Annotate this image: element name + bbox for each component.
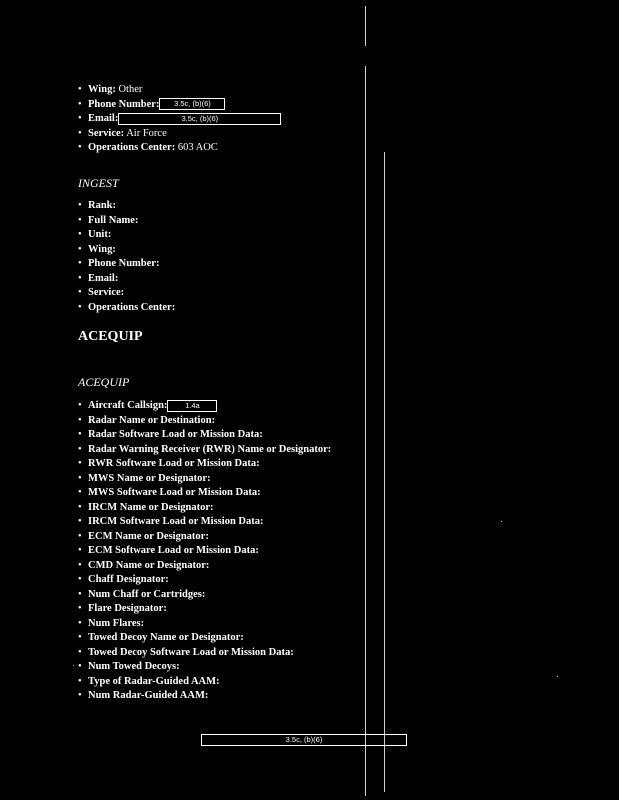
list-item: • Rank:	[78, 199, 175, 214]
section-title-ingest: INGEST	[78, 176, 119, 190]
list-item: • Operations Center: 603 AOC	[78, 141, 281, 156]
list-item: • Aircraft Callsign: 1.4a	[78, 399, 331, 414]
scan-line	[365, 6, 366, 46]
list-item: • Num Chaff or Cartridges:	[78, 588, 331, 603]
list-item: • Service:	[78, 286, 175, 301]
scan-speck	[557, 676, 558, 677]
list-item: • CMD Name or Designator:	[78, 559, 331, 574]
acequip-list	[78, 399, 331, 704]
list-item: • Towed Decoy Software Load or Mission Data:	[78, 646, 331, 661]
redaction-box: 1.4a	[167, 400, 217, 412]
list-item: • Flare Designator:	[78, 602, 331, 617]
list-item: • ECM Software Load or Mission Data:	[78, 544, 331, 559]
list-item: • Unit:	[78, 228, 175, 243]
section-title-acequip: ACEQUIP	[78, 375, 130, 389]
scan-line	[384, 152, 385, 792]
list-item: • Operations Center:	[78, 301, 175, 316]
scan-line	[365, 66, 366, 796]
list-item: • Radar Warning Receiver (RWR) Name or Designator:	[78, 443, 331, 458]
list-item: • IRCM Software Load or Mission Data:	[78, 515, 331, 530]
contact-list	[78, 83, 281, 156]
list-item: • Towed Decoy Name or Designator:	[78, 631, 331, 646]
list-item: • Chaff Designator:	[78, 573, 331, 588]
list-item: • Email:	[78, 272, 175, 287]
list-item: • MWS Name or Designator:	[78, 472, 331, 487]
list-item: • Wing: Other	[78, 83, 281, 98]
page-heading: ACEQUIP	[78, 329, 143, 344]
list-item: • MWS Software Load or Mission Data:	[78, 486, 331, 501]
list-item: • Num Towed Decoys:	[78, 660, 331, 675]
list-item: • Phone Number:	[78, 257, 175, 272]
list-item: • IRCM Name or Designator:	[78, 501, 331, 516]
list-item: • Email: 3.5c, (b)(6)	[78, 112, 281, 127]
scan-speck	[501, 521, 502, 522]
list-item: • RWR Software Load or Mission Data:	[78, 457, 331, 472]
list-item: • Num Radar-Guided AAM:	[78, 689, 331, 704]
list-item: • ECM Name or Designator:	[78, 530, 331, 545]
ingest-list	[78, 199, 175, 315]
list-item: • Wing:	[78, 243, 175, 258]
scan-speck	[73, 665, 74, 666]
redaction-box: 3.5c, (b)(6)	[118, 113, 281, 125]
redaction-box: 3.5c, (b)(6)	[159, 98, 225, 110]
list-item: • Num Flares:	[78, 617, 331, 632]
list-item: • Type of Radar-Guided AAM:	[78, 675, 331, 690]
list-item: • Radar Name or Destination:	[78, 414, 331, 429]
footer-redaction-box: 3.5c, (b)(6)	[201, 734, 407, 746]
list-item: • Phone Number: 3.5c, (b)(6)	[78, 98, 281, 113]
list-item: • Service: Air Force	[78, 127, 281, 142]
list-item: • Radar Software Load or Mission Data:	[78, 428, 331, 443]
list-item: • Full Name:	[78, 214, 175, 229]
